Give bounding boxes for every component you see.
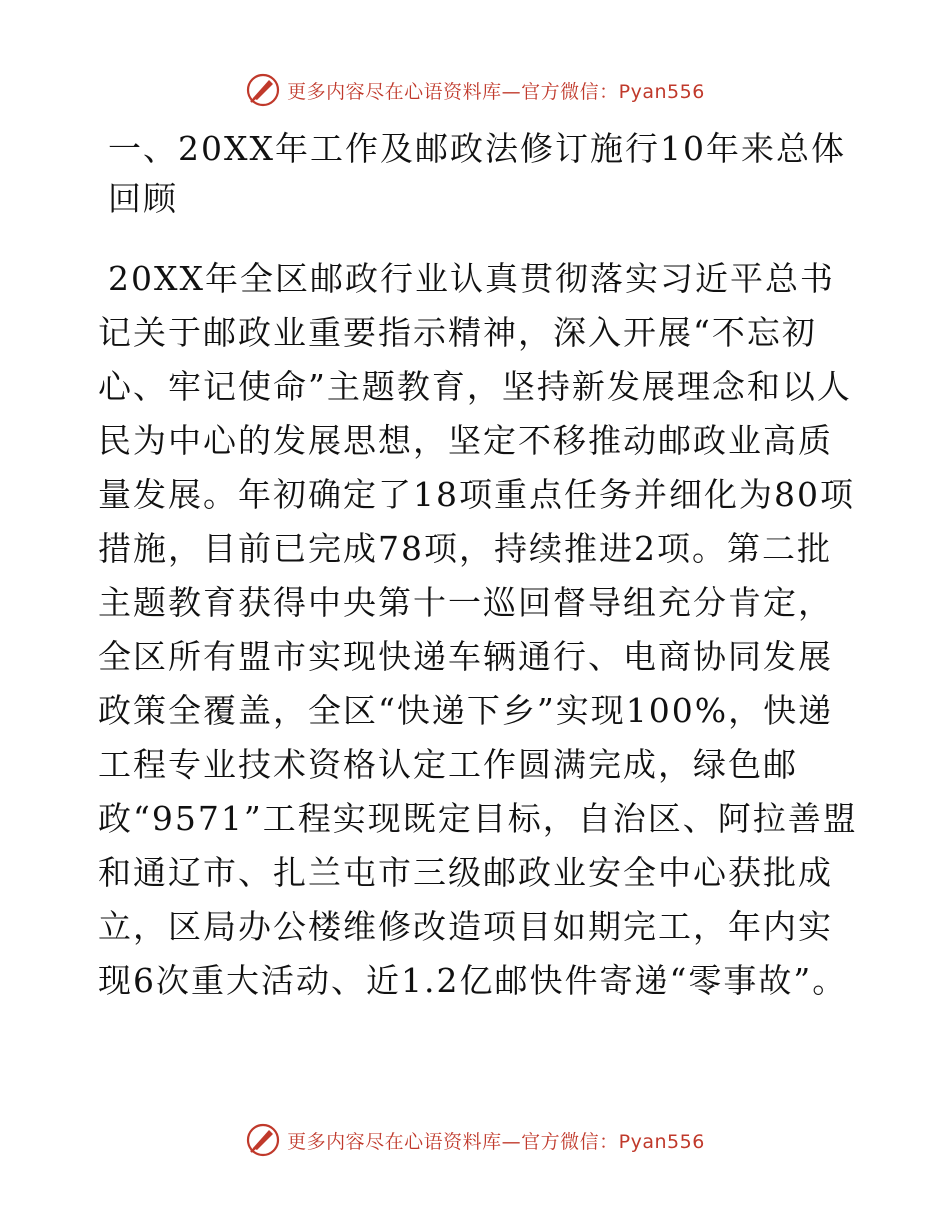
banner-wechat-id: Pyan556 (618, 80, 705, 103)
quill-pen-circle-icon (245, 72, 281, 108)
banner-text (287, 1127, 705, 1154)
section-heading: 一、20XX年工作及邮政法修订施行10年来总体回顾 (108, 129, 846, 218)
header-banner (0, 68, 950, 112)
footer-banner (0, 1118, 950, 1162)
banner-label: 更多内容尽在心语资料库—官方微信： (287, 1130, 619, 1153)
banner-text (287, 77, 705, 104)
banner-label: 更多内容尽在心语资料库—官方微信： (287, 80, 619, 103)
quill-pen-circle-icon (245, 1122, 281, 1158)
banner-wechat-id: Pyan556 (618, 1130, 705, 1153)
body-paragraph: 20XX年全区邮政行业认真贯彻落实习近平总书记关于邮政业重要指示精神，深入开展“不忘初心、牢记使命”主题教育，坚持新发展理念和以人民为中心的发展思想，坚定不移推动邮政业高质量发展。年初确定了18项重点任务并细化为80项措施，目前已完成78项，持续推进2项。第二批主题教育获得中央第十一巡回督导组充分肯定，全区所有盟市实现快递车辆通行、电商协同发展政策全覆盖，全区“快递下乡”实现100%，快递工程专业技术资格认定工作圆满完成，绿色邮政“9571”工程实现既定目标，自治区、阿拉善盟和通辽市、扎兰屯市三级邮政业安全中心获批成立，区局办公楼维修改造项目如期完工，年内实现6次重大活动、近1.2亿邮快件寄递“零事故”。 (98, 259, 858, 1000)
